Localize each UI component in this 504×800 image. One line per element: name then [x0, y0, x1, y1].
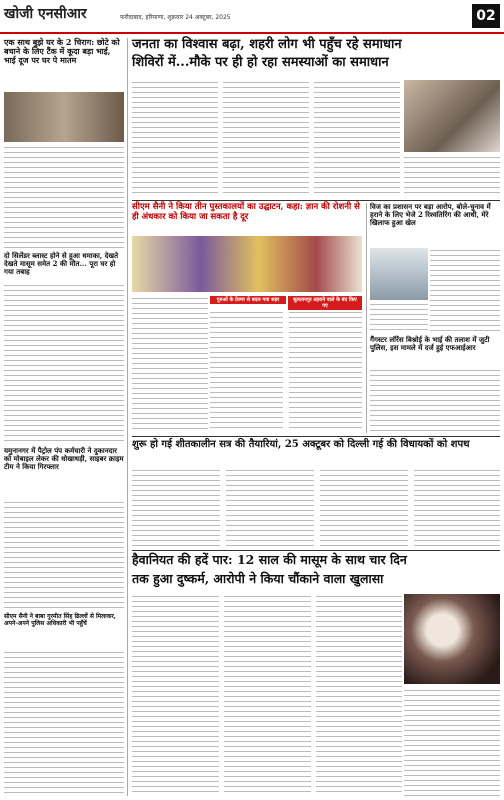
winter-headline: शुरू हो गई शीतकालीन सत्र की तैयारियां, 25 अक्टूबर को दिल्ली गई की विधायकों को शपथ [132, 439, 470, 450]
column-rule [127, 38, 128, 796]
right-headline-1: विज का प्रशासन पर बड़ा आरोप, बोले-चुनाव में हराने के लिए भेजे 2 रिश्वतिरिंग की आधी, मेरे खिलाफ हुआ खेल [370, 202, 491, 228]
top-body [132, 80, 400, 196]
left-photo-1 [4, 92, 124, 142]
mid-photo-caption-2: सुलतानपुर ठहराने वाले के बंद किए गए [288, 296, 362, 310]
mid-body [132, 296, 208, 432]
left-body-1 [4, 145, 124, 249]
top-body-right [404, 155, 500, 196]
newspaper-logo: खोजी एनसीआर [4, 6, 87, 22]
mid-headline: सीएम सैनी ने किया तीन पुस्तकालयों का उद्घाटन, कहा: ज्ञान की रोशनी से ही अंधकार को किया जा सकता है दूर [132, 202, 360, 222]
right-photo [370, 248, 428, 300]
bottom-headline-line2: तक हुआ दुष्कर्म, आरोपी ने किया चौंकाने वाला खुलासा [132, 571, 384, 586]
page-number: 02 [472, 4, 500, 28]
left-body-3 [4, 500, 124, 612]
bottom-headline-line1: हैवानियत की हदें पार: 12 साल की मासूम के साथ चार दिन [132, 552, 407, 567]
bottom-body [132, 594, 402, 796]
left-headline-3: यमुनानगर में पैट्रोल पंप कर्मचारी ने दुकानदार को मोबाइल लेकर की धोखाधड़ी, साइबर क्राइम टीम ने किया गिरफ्तार [4, 446, 124, 472]
masthead [0, 0, 504, 34]
right-body-1b [370, 302, 428, 332]
winter-body [132, 468, 500, 546]
right-rule [366, 203, 367, 433]
left-body-4 [4, 650, 124, 794]
right-body-2 [370, 368, 500, 432]
mid-body-2 [210, 310, 362, 432]
top-headline-line1: जनता का विश्वास बढ़ा, शहरी लोग भी पहुँच रहे समाधान [132, 37, 402, 52]
bottom-body-right [404, 688, 500, 796]
mid-photo [132, 236, 362, 292]
dateline: फरीदाबाद, हरियाणा, शुक्रवार 24 अक्टूबर, 2025 [120, 14, 231, 21]
winter-rule [132, 436, 500, 437]
bottom-photo [404, 594, 500, 684]
top-photo [404, 80, 500, 152]
left-headline-2: दो सिलेंडर ब्लास्ट होने से हुआ धमाका, देखते देखते मासूम समेत 2 की मौत... पूरा घर हो गया तबाह [4, 251, 119, 277]
mid-photo-caption-1: गुरुओं के प्रेरणा से बदल गया शहर [210, 296, 286, 304]
left-headline-1: एक साथ बुझे घर के 2 चिराग: छोटे को बचाने के लिए टैंक में कूदा बड़ा भाई, भाई दूज पर घर पे मातम [4, 37, 120, 66]
left-headline-4: सीएम सैनी ने बाबा गुरमीत सिंह ढिल्लों से मिलाकर, अपने-अपने पुलिस अधिकारी भी पहुँचें [4, 613, 116, 627]
left-body-2 [4, 283, 124, 445]
mid-rule [132, 200, 500, 201]
right-body-1 [430, 248, 500, 332]
right-headline-2: गैंगस्टर लॉरेंस बिश्नोई के भाई की तलाश में जुटी पुलिस, इस मामले में दर्ज हुई एफआईआर [370, 335, 490, 353]
bottom-rule [132, 550, 500, 551]
top-headline-line2: शिविरों में...मौके पर ही हो रहा समस्याओं का समाधान [132, 55, 389, 70]
